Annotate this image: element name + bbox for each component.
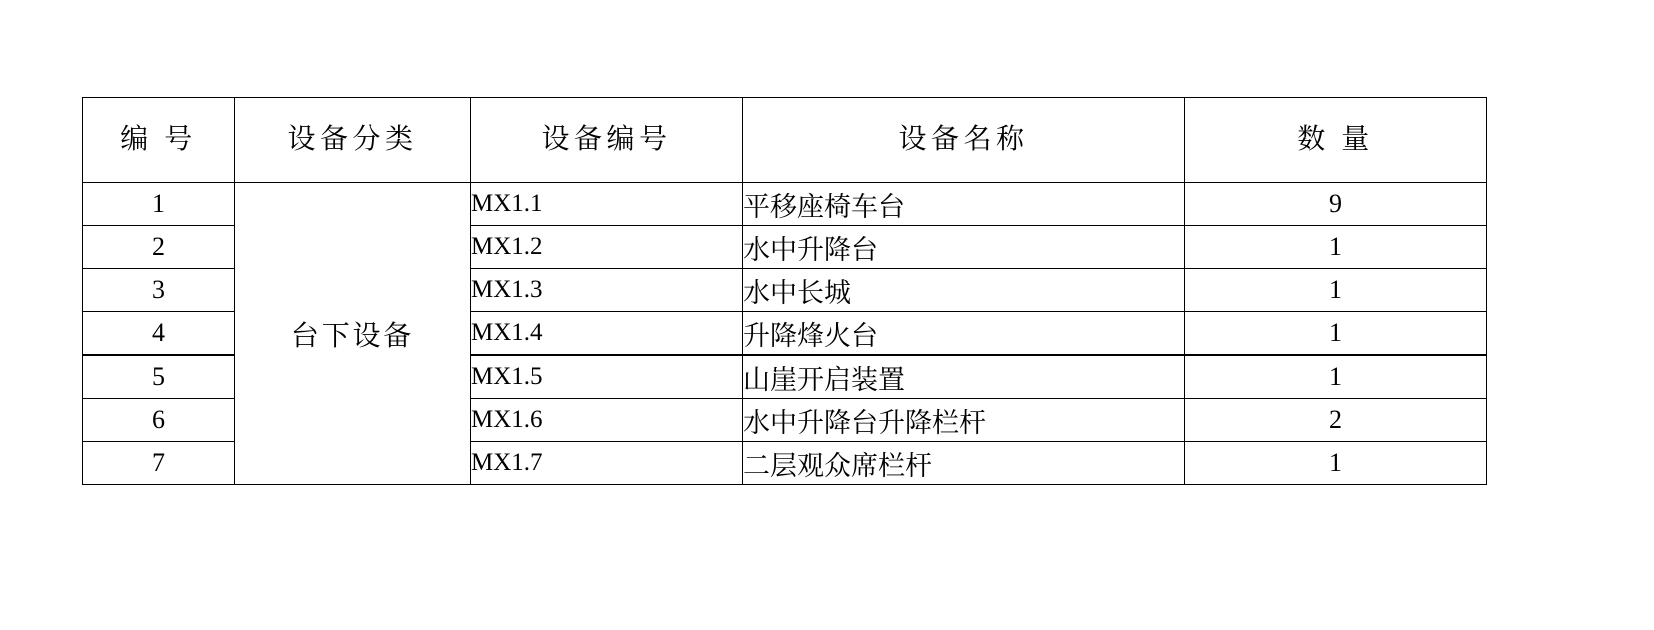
cell-code: MX1.2 [471, 226, 743, 269]
column-header-category: 设备分类 [235, 98, 471, 183]
cell-no: 6 [83, 399, 235, 442]
equipment-table-container [82, 97, 1486, 485]
cell-name: 山崖开启装置 [743, 355, 1185, 399]
column-header-code: 设备编号 [471, 98, 743, 183]
cell-code: MX1.4 [471, 312, 743, 356]
cell-name: 水中升降台 [743, 226, 1185, 269]
cell-name: 水中长城 [743, 269, 1185, 312]
cell-code: MX1.3 [471, 269, 743, 312]
column-header-name: 设备名称 [743, 98, 1185, 183]
cell-quantity: 1 [1185, 269, 1487, 312]
cell-name: 水中升降台升降栏杆 [743, 399, 1185, 442]
column-header-no: 编 号 [83, 98, 235, 183]
cell-code: MX1.6 [471, 399, 743, 442]
cell-name: 平移座椅车台 [743, 183, 1185, 226]
cell-quantity: 9 [1185, 183, 1487, 226]
cell-quantity: 1 [1185, 226, 1487, 269]
cell-quantity: 1 [1185, 355, 1487, 399]
cell-quantity: 1 [1185, 312, 1487, 356]
cell-no: 1 [83, 183, 235, 226]
cell-name: 升降烽火台 [743, 312, 1185, 356]
cell-code: MX1.1 [471, 183, 743, 226]
cell-no: 3 [83, 269, 235, 312]
table-header-row [83, 98, 1487, 183]
table-header [83, 98, 1487, 183]
cell-no: 2 [83, 226, 235, 269]
cell-name: 二层观众席栏杆 [743, 442, 1185, 485]
table-body [83, 183, 1487, 485]
cell-no: 4 [83, 312, 235, 356]
cell-category: 台下设备 [235, 183, 471, 485]
cell-quantity: 2 [1185, 399, 1487, 442]
cell-code: MX1.5 [471, 355, 743, 399]
cell-quantity: 1 [1185, 442, 1487, 485]
column-header-quantity: 数 量 [1185, 98, 1487, 183]
cell-no: 5 [83, 355, 235, 399]
cell-no: 7 [83, 442, 235, 485]
equipment-table [82, 97, 1487, 485]
table-row [83, 183, 1487, 226]
cell-code: MX1.7 [471, 442, 743, 485]
